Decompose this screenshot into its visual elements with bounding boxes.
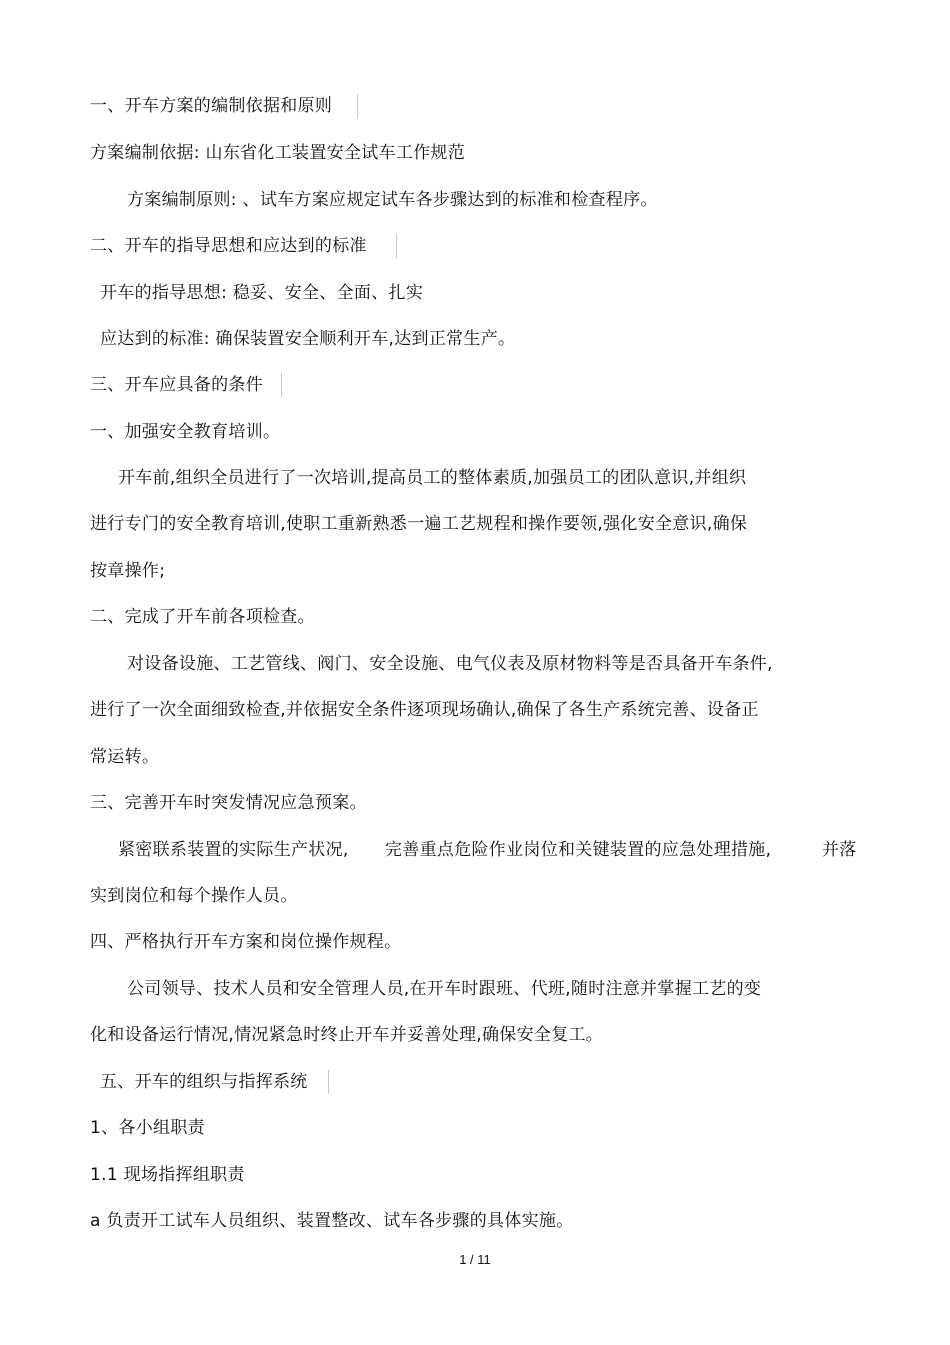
paragraph-line: 应达到的标准: 确保装置安全顺利开车,达到正常生产。 (100, 329, 516, 349)
heading-divider (396, 234, 397, 258)
subheading: 1.1 现场指挥组职责 (90, 1165, 245, 1185)
paragraph-line: 开车的指导思想: 稳妥、安全、全面、扎实 (100, 283, 424, 303)
paragraph-line: 方案编制依据: 山东省化工装置安全试车工作规范 (90, 143, 466, 163)
paragraph-line: 按章操作; (90, 561, 166, 581)
section-heading-3: 三、开车应具备的条件 (90, 375, 263, 395)
paragraph-line: 实到岗位和每个操作人员。 (90, 886, 298, 906)
paragraph-line: 公司领导、技术人员和安全管理人员,在开车时跟班、代班,随时注意并掌握工艺的变 (127, 979, 762, 999)
paragraph-line: 进行了一次全面细致检查,并依据安全条件逐项现场确认,确保了各生产系统完善、设备正 (90, 700, 759, 720)
subheading: 二、完成了开车前各项检查。 (90, 607, 315, 627)
paragraph-line: 方案编制原则: 、试车方案应规定试车各步骤达到的标准和检查程序。 (127, 190, 658, 210)
subheading: 四、严格执行开车方案和岗位操作规程。 (90, 932, 402, 952)
paragraph-line: 完善重点危险作业岗位和关键装置的应急处理措施, (385, 840, 772, 860)
section-heading-5: 五、开车的组织与指挥系统 (100, 1072, 308, 1092)
section-heading-2: 二、开车的指导思想和应达到的标准 (90, 236, 367, 256)
paragraph-line: 常运转。 (90, 747, 160, 767)
page-number: 1 / 11 (459, 1252, 491, 1267)
heading-divider (328, 1070, 329, 1094)
paragraph-line: 紧密联系装置的实际生产状况, (118, 840, 349, 860)
heading-divider (357, 94, 358, 118)
paragraph-line: a 负责开工试车人员组织、装置整改、试车各步骤的具体实施。 (90, 1211, 574, 1231)
subheading: 一、加强安全教育培训。 (90, 422, 281, 442)
paragraph-line: 并落 (822, 840, 857, 860)
paragraph-line: 对设备设施、工艺管线、阀门、安全设施、电气仪表及原材物料等是否具备开车条件, (127, 654, 773, 674)
section-heading-1: 一、开车方案的编制依据和原则 (90, 96, 333, 116)
paragraph-line: 化和设备运行情况,情况紧急时终止开车并妥善处理,确保安全复工。 (90, 1025, 604, 1045)
paragraph-line: 进行专门的安全教育培训,使职工重新熟悉一遍工艺规程和操作要领,强化安全意识,确保 (90, 514, 748, 534)
subheading: 1、各小组职责 (90, 1118, 205, 1138)
subheading: 三、完善开车时突发情况应急预案。 (90, 793, 367, 813)
paragraph-line: 开车前,组织全员进行了一次培训,提高员工的整体素质,加强员工的团队意识,并组织 (118, 468, 747, 488)
heading-divider (281, 373, 282, 397)
